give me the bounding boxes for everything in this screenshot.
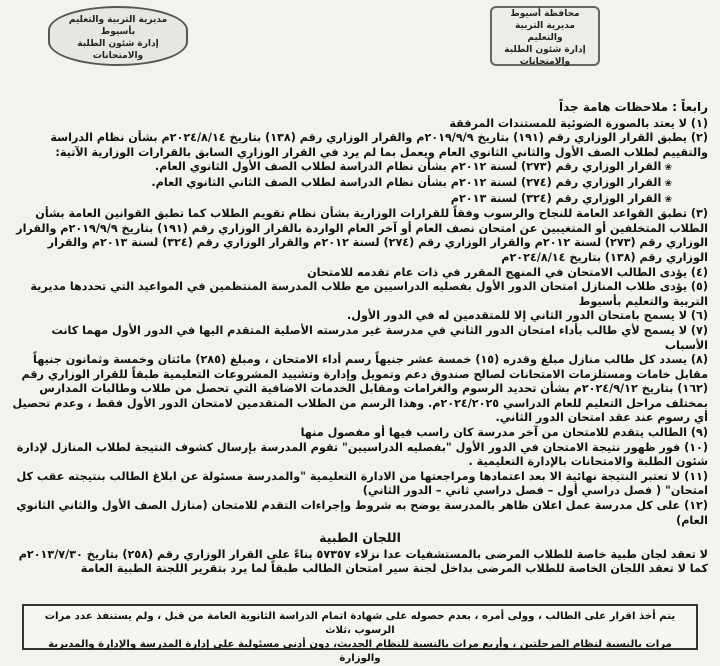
note-item: (٩) الطالب يتقدم للامتحان من آخر مدرسة كان راسب فيها أو مفصول منها [300,426,708,440]
decree-item: ❀ القرار الوزاري رقم (٢٧٤) لسنة ٢٠١٢م بشأن نظام الدراسة لطلاب الصف الثاني الثانوي العام. [12,176,672,192]
acknowledgement-box [22,604,698,664]
logo-right-line1: محافظة أسيوط [510,8,580,19]
decree-item: ❀ القرار الوزاري رقم (٢٧٣) لسنة ٢٠١٢م بشأن نظام الدراسة لطلاب الصف الأول الثانوي العام. [12,160,672,176]
note-item: (٥) يؤدى طلاب المنازل امتحان الدور الأول بفصليه الدراسيين مع طلاب المدرسة المنتظمين في المواعيد التي تحددها مديرية التربية والتعليم بأسيوط [30,280,708,308]
acknowledgement-line2: مرات بالنسبة لنظام المرحلتين ، وأربع مرات بالنسبة للنظام الحديث، دون أدنى مسئولية على إدارة المدرسة والإدارة والمديرية والوزارة [48,639,672,664]
note-item: (٣) تطبق القواعد العامة للنجاح والرسوب وفقاً للقرارات الوزارية بشأن نظام تقويم الطلاب كما تطبق القوانين العامة بشأن الطلاب المتخلفين أو المتغيبين عن امتحان نصف العام أو آخر العام الواردة بالقرار الوزاري رقم (١٩١) بتاريخ ٢٠١٩/٩/٩م والقرار الوزاري رقم (٢٧٣) لسنة ٢٠١٢م والقرار الوزاري رقم (٢٧٤) لسنة ٢٠١٢م والقرار الوزاري رقم (٣٢٤) لسنة ٢٠١٣م والقرار الوزاري رقم (١٣٨) بتاريخ ٢٠٢٤/٨/١٤م [16,207,708,264]
section-heading: رابعاً : ملاحظات هامة جداً [559,100,708,114]
note-item: (١٠) فور ظهور نتيجة الامتحان في الدور الأول "بفصليه الدراسيين" تقوم المدرسة بإرسال كشوف النتيجة لطلاب المنازل لإدارة شئون الطلبة والامتحانات بالإدارة التعليمية . [16,440,708,469]
medical-committees-title: اللجان الطبية [319,530,401,546]
governorate-logo [490,6,600,66]
medical-line: كما لا تعقد اللجان الخاصة للطلاب المرضى بداخل لجنة سير امتحان الطالب طبقاً لما يرد بتقرير اللجنة الطبية العامة [80,562,708,576]
decree-item: ❀ القرار الوزاري رقم (٣٢٤) لسنة ٢٠١٣م [12,192,672,208]
note-item: (١) لا يعتد بالصورة الضوئية للمستندات المرفقة [449,116,708,130]
logo-left-line1: مديرية التربية والتعليم بأسيوط [68,14,168,37]
note-item: (٤) يؤدى الطالب الامتحان في المنهج المقرر في ذات عام تقدمه للامتحان [307,265,708,279]
notes-section [12,100,708,577]
logo-left-line2: إدارة شئون الطلبة والامتحانات [77,38,159,61]
logo-right-line2: مديرية التربية والتعليم [515,20,575,43]
note-item: (٧) لا يسمح لأي طالب بأداء امتحان الدور الثاني في مدرسة غير مدرسته الأصلية المتقدم اليها في الدور الأول مهما كانت الأسباب [51,323,708,352]
note-item: (٢) يطبق القرار الوزاري رقم (١٩١) بتاريخ ٢٠١٩/٩/٩م والقرار الوزاري رقم (١٣٨) بتاريخ ٢٠٢٤/٨/١٤م بشأن نظام الدراسة والتقييم لطلاب الصف الأول والثاني الثانوي العام ويعمل بما لم يرد في القرار الوزاري السابق بالقرارات الوزارية الآتية: [50,131,708,159]
note-item: (١٢) على كل مدرسة عمل اعلان ظاهر بالمدرسة يوضح به شروط وإجراءات التقدم للامتحان (منازل الصف الأول والثاني الثانوي العام) [16,499,708,527]
medical-line: لا تعقد لجان طبية خاصة للطلاب المرضى بالمستشفيات عدا نزلاء ٥٧٣٥٧ بناءً على القرار الوزاري رقم (٢٥٨) بتاريخ ٢٠١٣/٧/٣٠م [18,547,708,561]
note-item: (١١) لا تعتبر النتيجة نهائية الا بعد اعتمادها ومراجعتها من الادارة التعليمية "والمدرسة مسئولة عن ابلاغ الطالب بنتيجته عقب كل امتحان" ( فصل دراسي أول – فصل دراسي ثاني – الدور الثاني) [16,469,708,498]
ministry-logo [48,6,188,66]
logo-right-line3: إدارة شئون الطلبة والامتحانات [504,44,586,67]
acknowledgement-line1: يتم أخذ اقرار على الطالب ، وولى أمره ، بعدم حصوله على شهادة اتمام الدراسة الثانوية العامة من قبل ، ولم يستنفذ عدد مرات الرسوب ،ثلاث [44,611,676,636]
note-item: (٨) يسدد كل طالب منازل مبلغ وقدره (١٥) خمسة عشر جنيهاً رسم أداء الامتحان ، ومبلغ (٢٨٥) مائتان وخمسة وثمانون جنيهاً مقابل خامات ومستلزمات الامتحانات لصالح صندوق دعم وتمويل وإدارة وتشييد المشروعات التعليمية طبقاً للقرار الوزاري رقم (١٦٢) بتاريخ ٢٠٢٤/٩/١٢م بشأن تحديد الرسوم والغرامات ومقابل الخدمات الاضافية التي تحصل من طلاب وطالبات المدارس بمختلف مراحل التعليم للعام الدراسي ٢٠٢٤/٢٠٢٥م. وهذا الرسم من الطلاب المتقدمين لامتحان الدور الأول فقط ، وعدم تحصيل أي رسوم عند عقد امتحان الدور الثاني. [12,353,708,425]
note-item: (٦) لا يسمح بامتحان الدور الثاني إلا للمتقدمين له في الدور الأول. [347,309,708,323]
